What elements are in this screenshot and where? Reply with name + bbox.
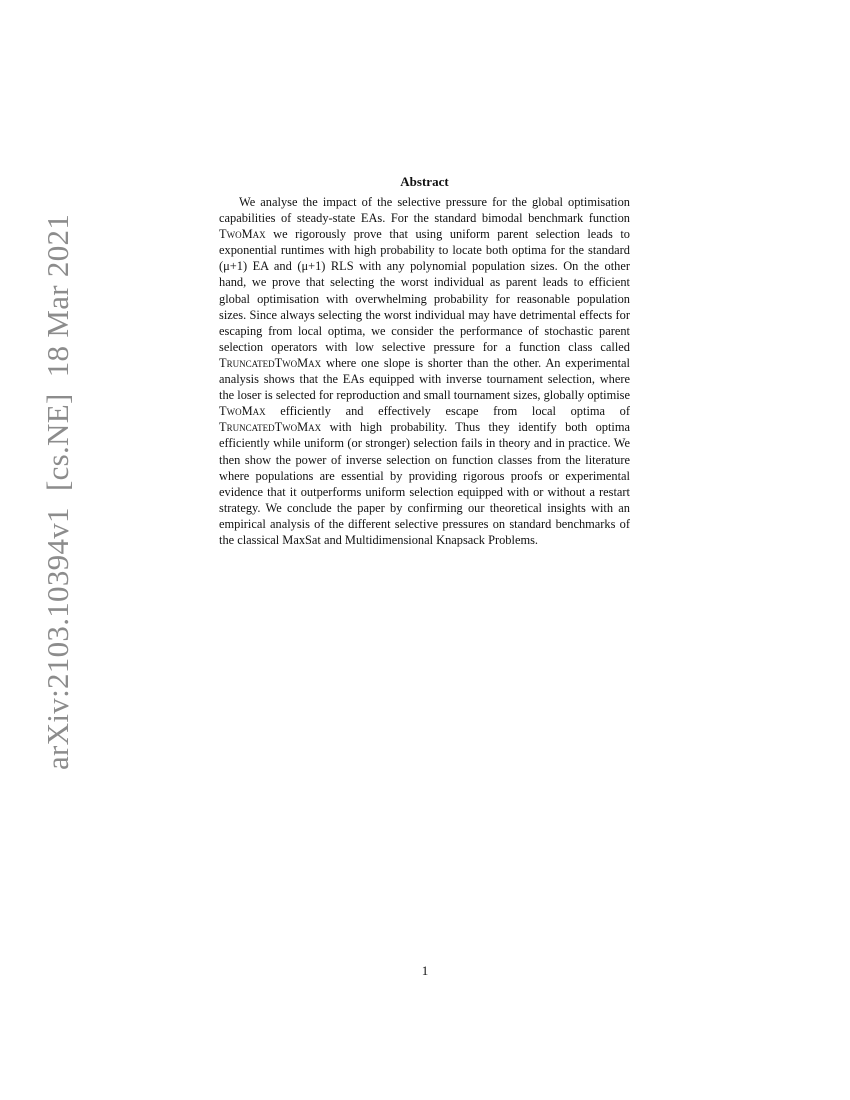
function-name-truncatedtwomax: TruncatedTwoMax <box>219 420 322 435</box>
function-name-truncatedtwomax: TruncatedTwoMax <box>219 355 322 370</box>
abstract-text-segment: efficiently and effectively escape from local optima of <box>265 404 630 419</box>
abstract-text-segment: with high probability. Thus they identify both optima efficiently while uniform (or stronger) selection fails in theory and in practice. We then show the power of inverse selection on function classes from the literature where populations are essential by providing rigorous proofs or experimental evidence that it outperforms uniform selection equipped with or without a restart strategy. We conclude the paper by confirming our theoretical insights with an empirical analysis of the different selective pressures on standard benchmarks of the classical MaxSat and Multidimensional Knapsack Problems. <box>219 420 630 547</box>
abstract-text-segment: we rigorously prove that using uniform parent selection leads to exponential runtimes with high probability to locate both optima for the standard (μ+1) EA and (μ+1) RLS with any polynomial population sizes. On the other hand, we prove that selecting the worst individual as parent leads to efficient global optimisation with overwhelming probability for reasonable population sizes. Since always selecting the worst individual may have detrimental effects for escaping from local optima, we consider the performance of stochastic parent selection operators with low selective pressure for a function class called <box>219 227 630 354</box>
abstract-text-segment: We analyse the impact of the selective pressure for the global optimisation capabilities of steady-state EAs. For the standard bimodal benchmark function <box>219 195 630 226</box>
arxiv-identifier-stamp: arXiv:2103.10394v1 [cs.NE] 18 Mar 2021 <box>40 213 75 770</box>
abstract-body <box>219 194 630 548</box>
abstract-text-segment: where one slope is shorter than the other. An experimental analysis shows that the EAs equipped with inverse tournament selection, where the loser is selected for reproduction and small tournament sizes, globally optimise <box>219 355 630 403</box>
function-name-twomax: TwoMax <box>219 404 266 419</box>
abstract-section <box>219 173 630 548</box>
function-name-twomax: TwoMax <box>219 227 266 242</box>
page-number: 1 <box>421 963 429 978</box>
abstract-heading: Abstract <box>400 174 449 189</box>
